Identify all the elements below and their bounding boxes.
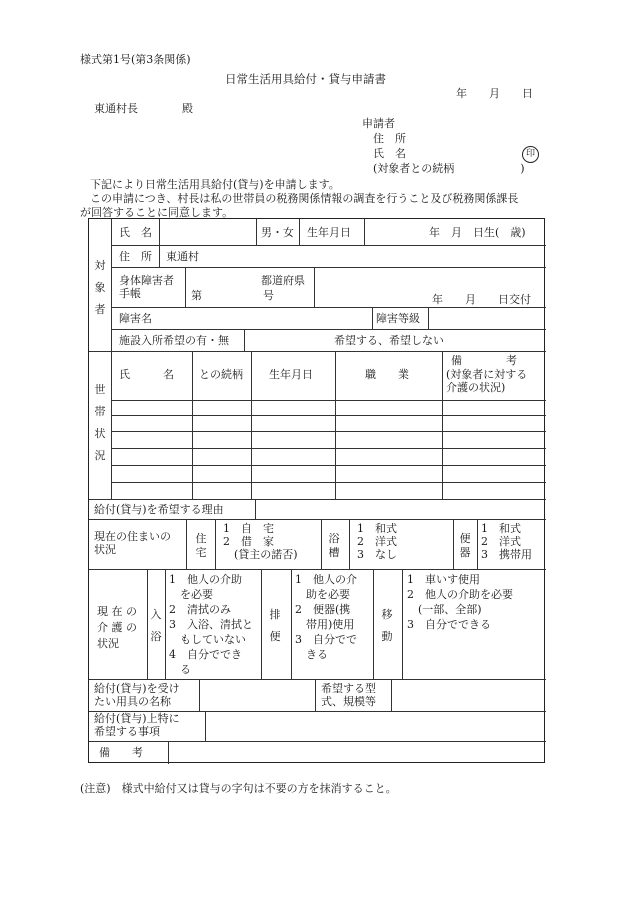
housing-label: 現在の住まいの 状況 — [94, 530, 171, 556]
relation-label: (対象者との続柄 ) — [373, 162, 525, 175]
special-request-label: 給付(貸与)上特に 希望する事項 — [94, 712, 180, 738]
form-number: 様式第1号(第3条関係) — [80, 53, 191, 66]
prefecture-label: 都道府県 — [261, 274, 305, 287]
applicant-label: 申請者 — [362, 117, 395, 130]
house-type-label: 住宅 — [195, 532, 207, 559]
intro-line-1: 下記により日常生活用具給付(貸与)を申請します。 — [90, 178, 340, 191]
subject-name-label: 氏 名 — [119, 226, 152, 239]
reason-label: 給付(貸与)を希望する理由 — [94, 503, 224, 516]
subject-section-label: 対象者 — [94, 259, 106, 316]
model-spec-label: 希望する型 式、規模等 — [321, 682, 376, 708]
intro-line-3: が回答することに同意します。 — [80, 206, 234, 219]
house-type-options: 1 自 宅 2 借 家 (貸主の諾否) — [223, 522, 298, 561]
birth-date-label: 生年月日 — [307, 226, 351, 239]
disability-cert-label: 身体障害者 手帳 — [119, 274, 174, 300]
bathtub-options: 1 和式 2 洋式 3 なし — [357, 522, 397, 561]
subject-address-label: 住 所 — [119, 250, 152, 263]
bathtub-label: 浴槽 — [328, 532, 340, 559]
toilet-options: 1 和式 2 洋式 3 携帯用 — [481, 522, 532, 561]
addressee: 東通村長 殿 — [94, 102, 193, 115]
col-birth-header: 生年月日 — [269, 368, 313, 381]
col-name-header: 氏 名 — [119, 368, 174, 381]
birth-date-value: 年 月 日生( 歳) — [429, 226, 526, 239]
subject-address-value: 東通村 — [166, 250, 199, 263]
col-job-header: 職 業 — [365, 368, 409, 381]
facility-wish-value: 希望する、希望しない — [334, 334, 444, 347]
form-title: 日常生活用具給付・貸与申請書 — [225, 72, 386, 86]
excretion-options: 1 他人の介 助を必要 2 便器(携 帯用)使用 3 自分でで きる — [295, 573, 357, 661]
application-form-table — [88, 218, 545, 763]
disability-grade-label: 障害等級 — [376, 312, 420, 325]
col-notes-header: 備 考 — [451, 354, 517, 367]
household-section-label: 世帯状況 — [94, 383, 106, 462]
cert-number-suffix: 号 — [263, 289, 274, 302]
applicant-address-label: 住 所 — [373, 132, 406, 145]
mobility-options: 1 車いす使用 2 他人の介助を必要 (一部、全部) 3 自分でできる — [407, 573, 513, 631]
toilet-label: 便器 — [459, 532, 471, 559]
care-status-label: 現 在 の 介 護 の 状況 — [97, 605, 137, 650]
col-notes-sub-2: 介護の状況) — [446, 381, 506, 394]
facility-wish-label: 施設入所希望の有・無 — [119, 334, 229, 347]
bathing-label: 入浴 — [150, 608, 162, 643]
intro-line-2: この申請につき、村長は私の世帯員の税務関係情報の調査を行うこと及び税務関係課長 — [90, 192, 519, 205]
date-line: 年 月 日 — [456, 87, 533, 100]
cert-issue-date: 年 月 日交付 — [432, 293, 531, 306]
cert-number-prefix: 第 — [191, 289, 202, 302]
sex-options: 男・女 — [261, 226, 294, 239]
col-relation-header: との続柄 — [199, 368, 243, 381]
excretion-label: 排便 — [269, 608, 281, 643]
remarks-label: 備 考 — [99, 746, 143, 759]
disability-name-label: 障害名 — [119, 312, 152, 325]
item-name-label: 給付(貸与)を受け たい用具の名称 — [94, 682, 180, 708]
col-notes-sub-1: (対象者に対する — [446, 368, 528, 381]
applicant-name-label: 氏 名 — [373, 147, 406, 160]
bathing-options: 1 他人の介助 を必要 2 清拭のみ 3 入浴、清拭と もしていない 4 自分ででき る — [169, 573, 253, 676]
footer-note: (注意) 様式中給付又は貸与の字句は不要の方を抹消すること。 — [80, 782, 397, 795]
seal-mark: 印 — [522, 146, 539, 163]
mobility-label: 移動 — [381, 608, 393, 643]
